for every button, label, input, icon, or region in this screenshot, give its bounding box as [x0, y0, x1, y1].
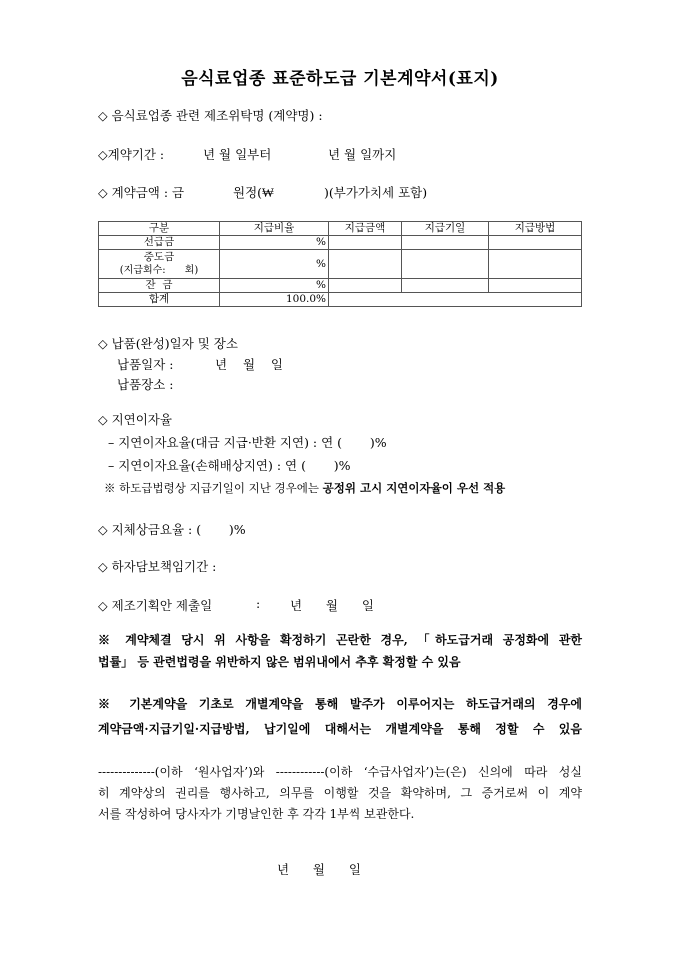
row-label	[99, 250, 220, 279]
ratio-cell: %	[220, 236, 329, 250]
ratio-cell: %	[220, 279, 329, 293]
amount-vat: )(부가가치세 포함)	[324, 185, 428, 200]
header-cell: 구분	[99, 222, 220, 236]
note-2-line-2: 계약금액·지급기일·지급방법, 납기일에 대해서는 개별계약을 통해 정할 수 있음	[98, 722, 582, 736]
delivery-label: ◇ 납품(완성)일자 및 장소	[98, 336, 238, 351]
plan-label: ◇ 제조기획안 제출일	[98, 598, 213, 613]
row-label-sub: (지급회수: 회)	[119, 265, 199, 276]
row-label: 합계	[99, 293, 220, 307]
amount-label: ◇ 계약금액 : 금	[98, 185, 185, 200]
amount-won: 원정(₩	[233, 185, 274, 200]
note-2-line-1: ※ 기본계약을 기초로 개별계약을 통해 발주가 이루어지는 하도급거래의 경우에	[98, 697, 582, 711]
delivery-place-label: 납품장소 :	[117, 377, 174, 392]
row-label: 잔 금	[99, 279, 220, 293]
row-label: 선급금	[99, 236, 220, 250]
interest-label: ◇ 지연이자율	[98, 412, 172, 427]
ratio-cell: 100.0%	[220, 293, 329, 307]
plan-date: 년 월 일	[290, 598, 374, 613]
table-row	[99, 250, 582, 279]
plan-colon: :	[256, 596, 261, 611]
page-title: 음식료업종 표준하도급 기본계약서(표지)	[181, 69, 499, 89]
delivery-date-value: 년 월 일	[215, 357, 284, 372]
interest-note-prefix: ※ 하도급법령상 지급기일이 지난 경우에는	[104, 481, 323, 495]
contract-name-label: ◇ 음식료업종 관련 제조위탁명 (계약명) :	[98, 108, 323, 123]
penalty-rate: ◇ 지체상금요율 : ( )%	[98, 522, 246, 537]
interest-note-bold: 공정위 고시 지연이자율이 우선 적용	[322, 481, 506, 495]
delivery-date-label: 납품일자 :	[117, 357, 174, 372]
agreement-line-3: 서를 작성하여 당사자가 기명날인한 후 각각 1부씩 보관한다.	[98, 807, 415, 821]
payment-table	[98, 221, 582, 307]
period-to: 년 월 일까지	[328, 147, 397, 162]
header-cell: 지급방법	[489, 222, 582, 236]
warranty-period: ◇ 하자담보책임기간 :	[98, 559, 217, 574]
agreement-line-1: --------------(이하 ‘원사업자’)와 ------------(이하 ‘수급사업자’)는(은) 신의에 따라 성실	[98, 765, 582, 779]
table-row	[99, 279, 582, 293]
row-label-main: 중도금	[143, 251, 175, 263]
interest-note	[104, 480, 505, 496]
sign-date: 년 월 일	[277, 862, 361, 877]
header-cell: 지급금액	[329, 222, 402, 236]
period-label: ◇계약기간 :	[98, 147, 165, 162]
header-cell: 지급기일	[402, 222, 489, 236]
header-cell: 지급비율	[220, 222, 329, 236]
agreement-line-2: 히 계약상의 권리를 행사하고, 의무를 이행할 것을 확약하며, 그 증거로써 이 계약	[98, 786, 582, 800]
note-1-line-1: ※ 계약체결 당시 위 사항을 확정하기 곤란한 경우, 「하도급거래 공정화에 관한	[98, 633, 582, 647]
interest-line-1: – 지연이자요율(대금 지급·반환 지연) : 연 ( )%	[108, 435, 387, 450]
interest-line-2: – 지연이자요율(손해배상지연) : 연 ( )%	[108, 458, 351, 473]
table-row	[99, 236, 582, 250]
table-header-row	[99, 222, 582, 236]
note-1-line-2: 법률」 등 관련법령을 위반하지 않은 범위내에서 추후 확정할 수 있음	[98, 655, 461, 669]
period-from: 년 월 일부터	[203, 147, 272, 162]
ratio-cell: %	[220, 250, 329, 279]
table-row	[99, 293, 582, 307]
